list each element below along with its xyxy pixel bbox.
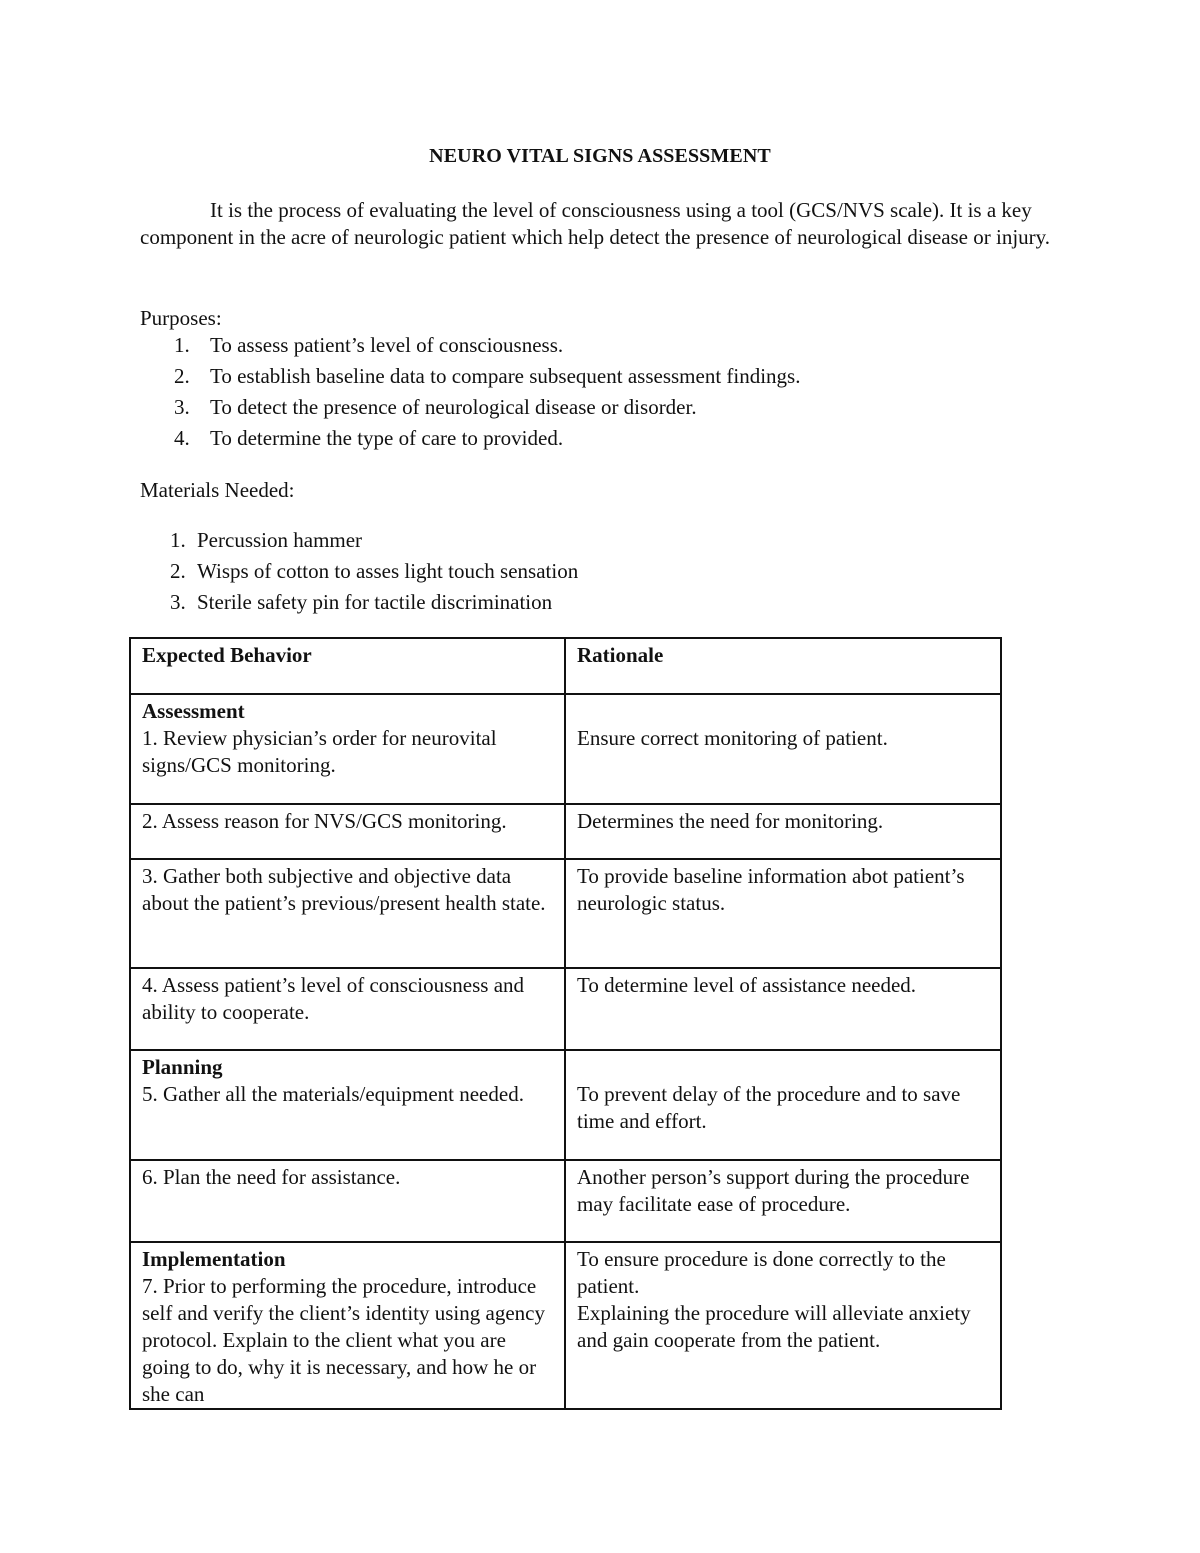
behavior-cell bbox=[130, 1160, 565, 1242]
rationale-cell bbox=[565, 859, 1001, 968]
rationale-cell bbox=[565, 1242, 1001, 1409]
document-title: NEURO VITAL SIGNS ASSESSMENT bbox=[429, 145, 771, 167]
table-row bbox=[130, 694, 1001, 804]
materials-label: Materials Needed: bbox=[140, 478, 295, 502]
column-header-rationale: Rationale bbox=[565, 638, 1001, 694]
list-number: 3. bbox=[174, 395, 190, 419]
list-number: 2. bbox=[174, 364, 190, 388]
rationale-text: To determine level of assistance needed. bbox=[577, 973, 917, 997]
rationale-text: Explaining the procedure will alleviate anxiety and gain cooperate from the patient. bbox=[577, 1301, 971, 1352]
table-row bbox=[130, 1242, 1001, 1409]
section-heading: Implementation bbox=[142, 1247, 286, 1271]
section-heading: Assessment bbox=[142, 699, 245, 723]
behavior-text: 4. Assess patient’s level of consciousness and ability to cooperate. bbox=[142, 973, 525, 1024]
behavior-text: 2. Assess reason for NVS/GCS monitoring. bbox=[142, 809, 507, 833]
table-row bbox=[130, 968, 1001, 1050]
list-text: To determine the type of care to provided. bbox=[210, 426, 564, 450]
behavior-cell bbox=[130, 968, 565, 1050]
behavior-cell bbox=[130, 859, 565, 968]
rationale-text: To provide baseline information abot patient’s neurologic status. bbox=[577, 864, 965, 915]
list-number: 4. bbox=[174, 426, 190, 450]
list-text: Wisps of cotton to asses light touch sensation bbox=[197, 559, 579, 583]
rationale-cell bbox=[565, 804, 1001, 859]
intro-paragraph: It is the process of evaluating the level of consciousness using a tool (GCS/NVS scale). It is a key component in the acre of neurologic patient which help detect the presence of neurological disease or injury. bbox=[140, 198, 1051, 249]
list-text: Percussion hammer bbox=[197, 528, 363, 552]
list-text: Sterile safety pin for tactile discrimination bbox=[197, 590, 553, 614]
rationale-cell bbox=[565, 1050, 1001, 1160]
procedure-table bbox=[129, 637, 1002, 1410]
column-header-expected-behavior: Expected Behavior bbox=[130, 638, 565, 694]
rationale-text: Another person’s support during the procedure may facilitate ease of procedure. bbox=[577, 1165, 970, 1216]
rationale-text: Determines the need for monitoring. bbox=[577, 809, 884, 833]
table-row bbox=[130, 1160, 1001, 1242]
rationale-text: Ensure correct monitoring of patient. bbox=[577, 726, 888, 750]
rationale-text: To ensure procedure is done correctly to the patient. bbox=[577, 1247, 946, 1298]
behavior-text: 1. Review physician’s order for neurovital signs/GCS monitoring. bbox=[142, 726, 497, 777]
table-header-row bbox=[130, 638, 1001, 694]
list-text: To assess patient’s level of consciousness. bbox=[210, 333, 564, 357]
behavior-cell bbox=[130, 1050, 565, 1160]
purposes-label: Purposes: bbox=[140, 306, 222, 330]
behavior-text: 6. Plan the need for assistance. bbox=[142, 1165, 401, 1189]
rationale-cell bbox=[565, 694, 1001, 804]
behavior-cell bbox=[130, 694, 565, 804]
list-number: 1. bbox=[170, 528, 186, 552]
table-row bbox=[130, 1050, 1001, 1160]
list-number: 3. bbox=[170, 590, 186, 614]
list-number: 2. bbox=[170, 559, 186, 583]
behavior-text: 7. Prior to performing the procedure, introduce self and verify the client’s identity using agency protocol. Explain to the client what you are going to do, why it is necessary, and how he or she can bbox=[142, 1274, 545, 1406]
behavior-text: 3. Gather both subjective and objective data about the patient’s previous/present health state. bbox=[142, 864, 546, 915]
table-row bbox=[130, 859, 1001, 968]
section-heading: Planning bbox=[142, 1055, 223, 1079]
behavior-cell bbox=[130, 1242, 565, 1409]
list-number: 1. bbox=[174, 333, 190, 357]
list-text: To detect the presence of neurological disease or disorder. bbox=[210, 395, 697, 419]
behavior-cell bbox=[130, 804, 565, 859]
rationale-cell bbox=[565, 1160, 1001, 1242]
rationale-text: To prevent delay of the procedure and to save time and effort. bbox=[577, 1082, 961, 1133]
rationale-cell bbox=[565, 968, 1001, 1050]
list-text: To establish baseline data to compare subsequent assessment findings. bbox=[210, 364, 801, 388]
table-row bbox=[130, 804, 1001, 859]
behavior-text: 5. Gather all the materials/equipment needed. bbox=[142, 1082, 524, 1106]
